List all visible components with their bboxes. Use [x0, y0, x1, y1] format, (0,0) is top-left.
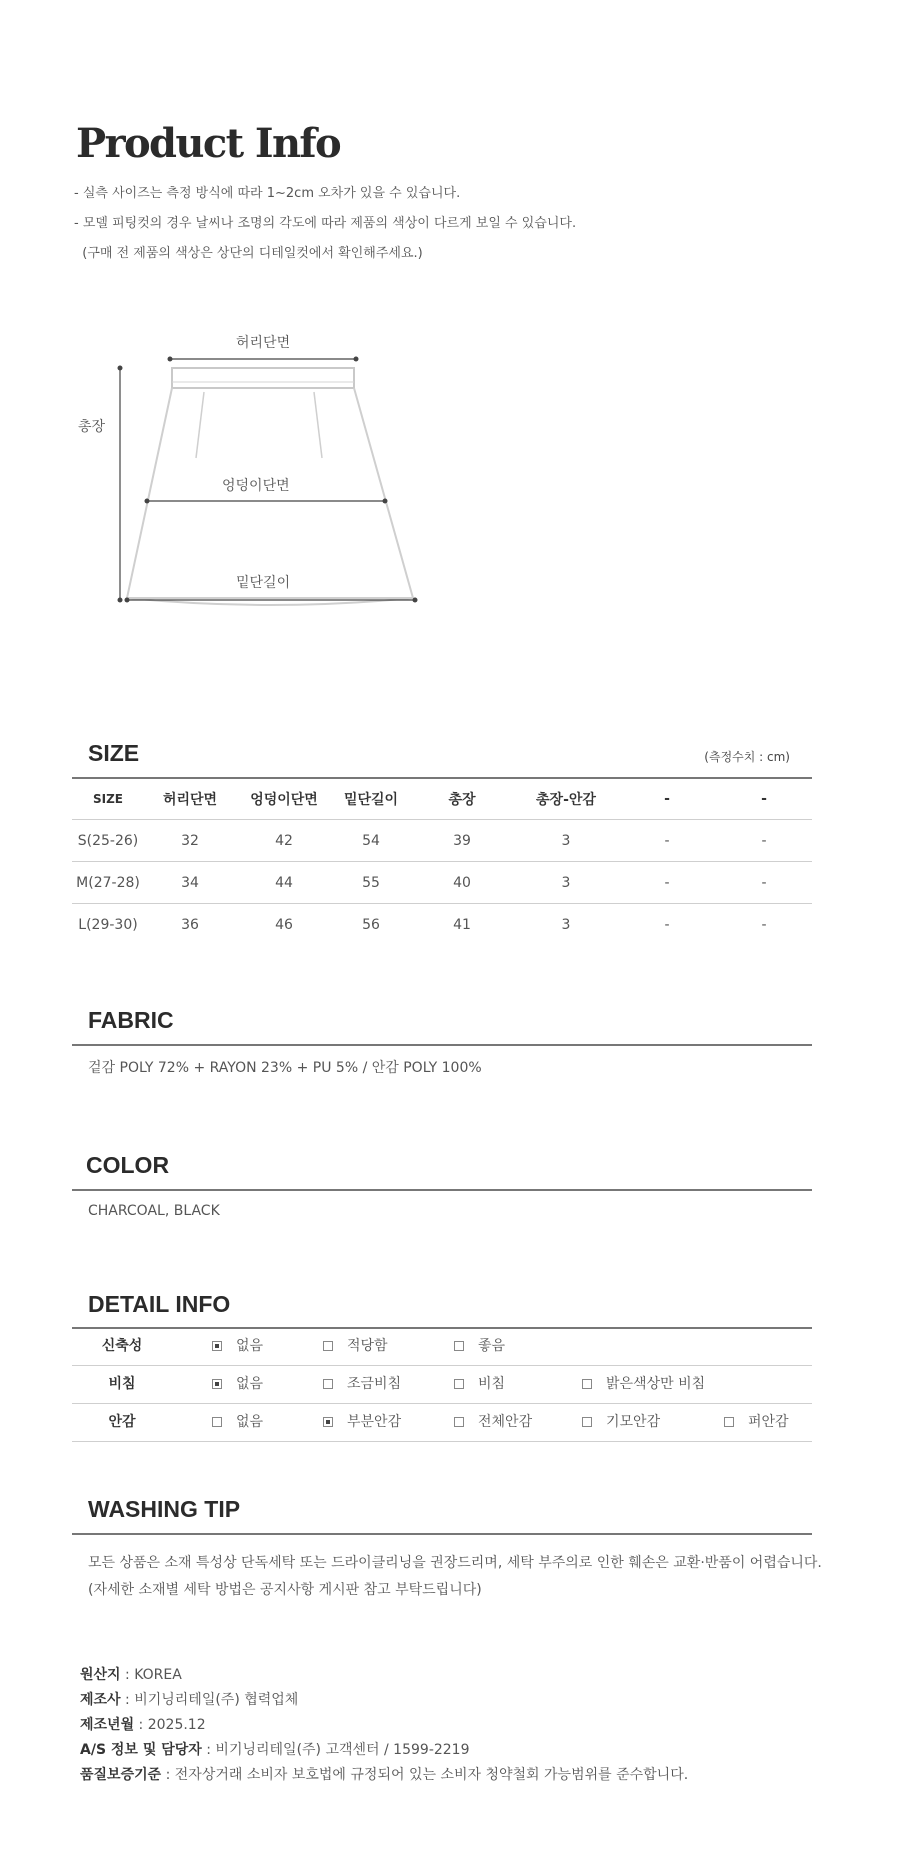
section-divider: [72, 1533, 812, 1535]
checkbox-icon[interactable]: [724, 1417, 734, 1427]
size-cell: -: [618, 820, 716, 862]
info-key: 원산지: [80, 1667, 121, 1683]
option-checkbox[interactable]: [582, 1404, 660, 1441]
size-cell: 55: [332, 862, 410, 904]
table-row: [72, 904, 812, 946]
option-checkbox[interactable]: [454, 1404, 532, 1441]
checkbox-icon[interactable]: [454, 1341, 464, 1351]
size-table: [72, 779, 812, 945]
size-header-cell: 엉덩이단면: [236, 779, 332, 820]
option-checkbox[interactable]: [212, 1328, 263, 1365]
option-label: 좋음: [478, 1338, 506, 1354]
size-table-header-row: [72, 779, 812, 820]
info-key: 제조사: [80, 1692, 121, 1708]
hip-label: 엉덩이단면: [222, 478, 290, 494]
info-line-manufacturer: [80, 1689, 298, 1709]
size-header-cell: 총장: [410, 779, 514, 820]
info-line-as: [80, 1739, 470, 1759]
info-key: 품질보증기준: [80, 1767, 162, 1783]
option-checkbox[interactable]: [323, 1404, 401, 1441]
size-header-cell: SIZE: [72, 779, 144, 820]
checkbox-icon[interactable]: [212, 1379, 222, 1389]
size-cell: -: [716, 820, 812, 862]
size-cell: 56: [362, 916, 380, 933]
size-cell: 3: [561, 916, 571, 933]
size-section-title: SIZE: [88, 740, 140, 766]
size-header-cell: 밑단길이: [332, 779, 410, 820]
section-divider: [72, 1044, 812, 1046]
size-cell: 42: [236, 820, 332, 862]
fabric-text: 겉감 POLY 72% + RAYON 23% + PU 5% / 안감 POLY 100%: [88, 1060, 482, 1076]
option-checkbox[interactable]: [212, 1404, 263, 1441]
info-value: : 비기닝리테일(주) 고객센터 / 1599-2219: [201, 1742, 470, 1758]
size-cell: S(25-26): [72, 820, 144, 862]
fabric-section-title: FABRIC: [88, 1007, 174, 1033]
detail-row-label: 안감: [108, 1414, 136, 1430]
option-checkbox[interactable]: [212, 1366, 263, 1403]
option-label: 없음: [236, 1376, 264, 1392]
size-header-cell: -: [618, 779, 716, 820]
checkbox-icon[interactable]: [323, 1379, 333, 1389]
washing-text: 모든 상품은 소재 특성상 단독세탁 또는 드라이클리닝을 권장드리며, 세탁 부주의로 인한 훼손은 교환·반품이 어렵습니다.: [88, 1555, 822, 1571]
size-header-cell: 총장-안감: [514, 779, 618, 820]
info-value: : KOREA: [120, 1667, 182, 1683]
size-cell: 34: [144, 862, 236, 904]
detail-row-label: 비침: [108, 1376, 136, 1392]
checkbox-icon[interactable]: [454, 1417, 464, 1427]
detail-row-transparency: [72, 1366, 812, 1404]
size-cell: 46: [275, 916, 293, 933]
note-line: - 실측 사이즈는 측정 방식에 따라 1~2cm 오차가 있을 수 있습니다.: [74, 186, 461, 201]
checkbox-icon[interactable]: [454, 1379, 464, 1389]
detail-row-label: 신축성: [101, 1338, 143, 1354]
size-cell: 41: [453, 916, 471, 933]
size-cell: -: [618, 862, 716, 904]
info-line-origin: [80, 1664, 182, 1684]
section-divider: [72, 1189, 812, 1191]
length-label: 총장: [78, 419, 106, 435]
info-value: : 비기닝리테일(주) 협력업체: [120, 1692, 299, 1708]
detail-row-lining: [72, 1404, 812, 1442]
note-line: - 모델 피팅컷의 경우 날씨나 조명의 각도에 따라 제품의 색상이 다르게 보일 수 있습니다.: [74, 216, 577, 231]
color-section-title: COLOR: [86, 1152, 170, 1178]
checkbox-icon[interactable]: [212, 1417, 222, 1427]
note-line: (구매 전 제품의 색상은 상단의 디테일컷에서 확인해주세요.): [74, 246, 423, 261]
size-cell: 54: [332, 820, 410, 862]
info-key: A/S 정보 및 담당자: [80, 1742, 202, 1758]
option-checkbox[interactable]: [724, 1404, 789, 1441]
size-header-cell: -: [716, 779, 812, 820]
detail-row-stretch: [72, 1328, 812, 1366]
skirt-measurement-diagram: [60, 320, 440, 640]
washing-section-title: WASHING TIP: [88, 1496, 241, 1522]
size-cell: 44: [236, 862, 332, 904]
option-label: 없음: [236, 1414, 264, 1430]
info-value: : 2025.12: [134, 1717, 206, 1733]
detail-info-table: [72, 1328, 812, 1442]
page-title: Product Info: [76, 120, 341, 167]
detail-section-title: DETAIL INFO: [88, 1291, 231, 1317]
option-label: 없음: [236, 1338, 264, 1354]
info-value: : 전자상거래 소비자 보호법에 규정되어 있는 소비자 청약철회 가능범위를 준수합니다.: [161, 1767, 689, 1783]
option-label: 적당함: [347, 1338, 388, 1354]
option-label: 퍼안감: [748, 1414, 789, 1430]
size-cell: 32: [144, 820, 236, 862]
checkbox-icon[interactable]: [323, 1341, 333, 1351]
option-label: 기모안감: [606, 1414, 661, 1430]
size-cell: M(27-28): [72, 862, 144, 904]
size-cell: L(29-30): [78, 916, 138, 933]
checkbox-icon[interactable]: [323, 1417, 333, 1427]
size-cell: 36: [181, 916, 199, 933]
option-checkbox[interactable]: [454, 1366, 505, 1403]
option-label: 조금비침: [347, 1376, 402, 1392]
size-cell: 39: [410, 820, 514, 862]
info-line-warranty: [80, 1764, 688, 1784]
option-checkbox[interactable]: [582, 1366, 705, 1403]
size-cell: -: [664, 916, 670, 933]
option-checkbox[interactable]: [323, 1366, 401, 1403]
checkbox-icon[interactable]: [582, 1379, 592, 1389]
color-text: CHARCOAL, BLACK: [88, 1203, 220, 1219]
table-row: [72, 820, 812, 862]
size-header-cell: 허리단면: [144, 779, 236, 820]
info-key: 제조년월: [80, 1717, 135, 1733]
size-unit-note: (측정수치 : cm): [704, 750, 790, 764]
waist-label: 허리단면: [236, 335, 291, 351]
table-row: [72, 862, 812, 904]
size-cell: 3: [514, 862, 618, 904]
option-label: 밝은색상만 비침: [606, 1376, 706, 1392]
checkbox-icon[interactable]: [212, 1341, 222, 1351]
option-label: 전체안감: [478, 1414, 533, 1430]
hem-label: 밑단길이: [236, 575, 291, 591]
option-checkbox[interactable]: [454, 1328, 505, 1365]
checkbox-icon[interactable]: [582, 1417, 592, 1427]
info-line-date: [80, 1714, 206, 1734]
size-cell: -: [761, 916, 767, 933]
option-checkbox[interactable]: [323, 1328, 388, 1365]
option-label: 비침: [478, 1376, 506, 1392]
size-cell: 3: [514, 820, 618, 862]
size-cell: -: [716, 862, 812, 904]
size-cell: 40: [410, 862, 514, 904]
washing-text: (자세한 소재별 세탁 방법은 공지사항 게시판 참고 부탁드립니다): [88, 1582, 482, 1598]
option-label: 부분안감: [347, 1414, 402, 1430]
